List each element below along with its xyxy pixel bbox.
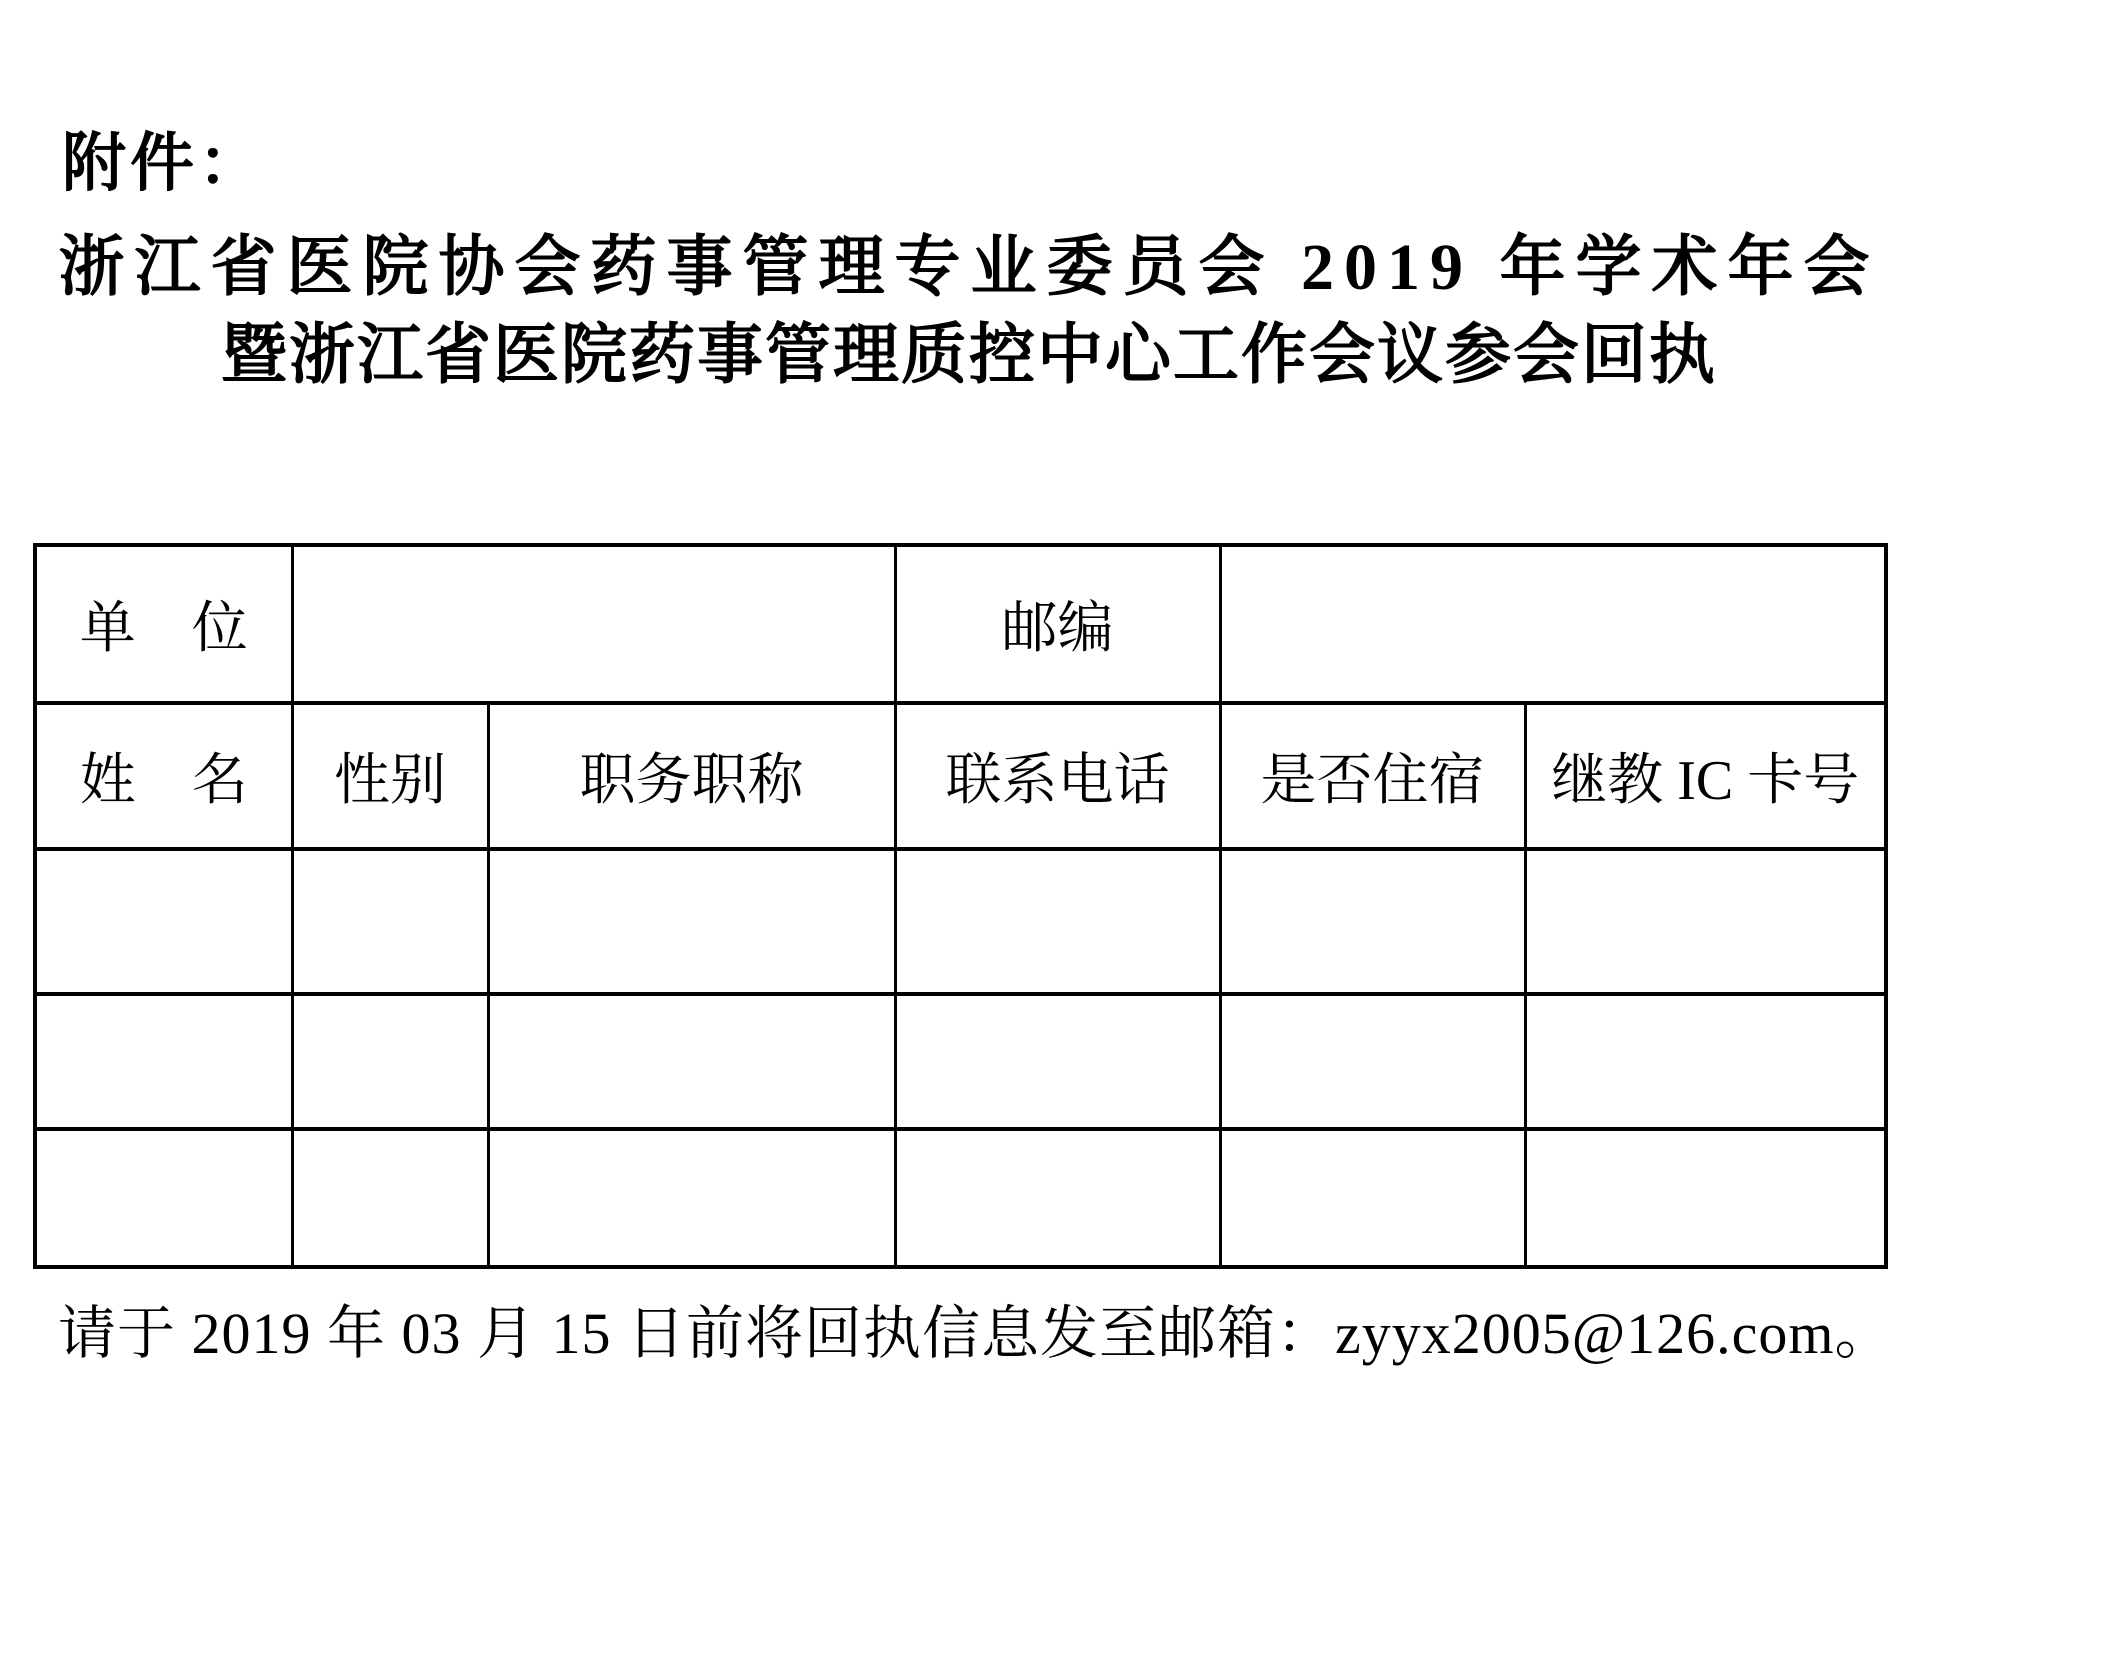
empty-cell[interactable] [895,1129,1220,1267]
title-line-1: 浙江省医院协会药事管理专业委员会 2019 年学术年会 [58,231,1880,304]
empty-cell[interactable] [35,849,292,994]
empty-cell[interactable] [1525,994,1886,1129]
column-header-name: 姓 名 [35,703,292,849]
label-rows [35,545,1886,849]
empty-cell[interactable] [1525,1129,1886,1267]
empty-cell[interactable] [35,1129,292,1267]
column-header-phone: 联系电话 [895,703,1220,849]
column-header-position-title: 职务职称 [488,703,895,849]
empty-cell[interactable] [292,849,488,994]
reply-slip-table [33,543,1888,1269]
empty-cell[interactable] [1220,1129,1525,1267]
empty-cell[interactable] [1220,994,1525,1129]
empty-cell[interactable] [488,1129,895,1267]
column-header-accommodation: 是否住宿 [1220,703,1525,849]
unit-row [35,545,1886,703]
empty-cell[interactable] [895,994,1220,1129]
table-header-row [35,703,1886,849]
empty-cell[interactable] [292,1129,488,1267]
empty-cell[interactable] [895,849,1220,994]
attachment-label: 附件： [62,128,266,199]
postcode-value-cell[interactable] [1220,545,1886,703]
unit-label-cell: 单 位 [35,545,292,703]
empty-table-row [35,1129,1886,1267]
column-header-gender: 性别 [292,703,488,849]
empty-cell[interactable] [1525,849,1886,994]
empty-table-row [35,994,1886,1129]
column-header-ic-card: 继教 IC 卡号 [1525,703,1886,849]
empty-cell[interactable] [488,849,895,994]
empty-cell[interactable] [1220,849,1525,994]
footer-note: 请于 2019 年 03 月 15 日前将回执信息发至邮箱：zyyx2005@126.com。 [58,1301,1894,1366]
empty-cell[interactable] [35,994,292,1129]
empty-cell[interactable] [292,994,488,1129]
empty-cell[interactable] [488,994,895,1129]
title-line-2: 暨浙江省医院药事管理质控中心工作会议参会回执 [221,319,1717,392]
empty-rows [35,849,1886,1267]
unit-value-cell[interactable] [292,545,895,703]
postcode-label-cell: 邮编 [895,545,1220,703]
empty-table-row [35,849,1886,994]
document-title [33,224,1905,400]
